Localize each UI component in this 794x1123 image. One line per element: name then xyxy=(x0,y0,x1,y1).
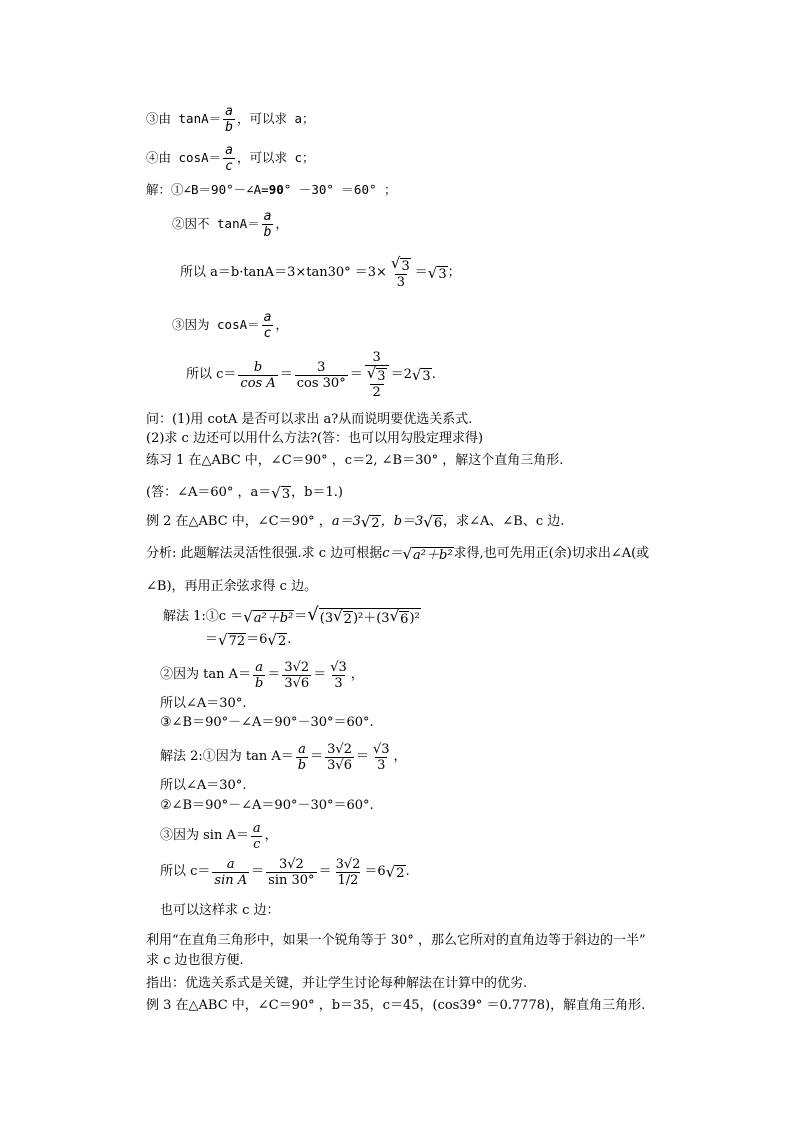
text: 分析: 此题解法灵活性很强.求 c 边可根据 xyxy=(146,546,383,561)
text: ＝6 xyxy=(246,632,268,647)
line-3 xyxy=(146,181,397,199)
text: ＝2 xyxy=(390,367,412,382)
text: 解：①∠B＝90°－∠A= xyxy=(146,182,269,197)
text: ④由 cosA＝ xyxy=(146,150,222,165)
text: (答：∠A＝60° ，a＝ xyxy=(146,485,272,500)
text: ②因为 tan A＝ xyxy=(160,667,252,682)
root-2: √ 2 xyxy=(360,513,380,531)
line-19: ③∠B＝90°－∠A＝90°－30°＝60°. xyxy=(160,715,374,730)
line-26: 利用“在直角三角形中，如果一个锐角等于 30° ，那么它所对的直角边等于斜边的一半” xyxy=(146,933,646,948)
fraction-a-over-c: a c xyxy=(225,142,233,174)
line-27: 求 c 边也很方便. xyxy=(146,953,244,968)
text: ，b＝3 xyxy=(380,514,424,529)
text: . xyxy=(405,864,410,879)
text: 解法 2:①因为 tan A＝ xyxy=(160,749,294,764)
text: ， xyxy=(275,317,288,332)
text: ③由 tanA＝ xyxy=(146,111,222,126)
root-3: √ 3 xyxy=(427,264,447,282)
line-21: 所以∠A＝30°. xyxy=(160,778,247,793)
text: ③因为 sin A＝ xyxy=(160,828,249,843)
fraction-a-over-c: a c xyxy=(252,820,261,852)
text: . xyxy=(431,367,436,382)
fraction-a-over-b: a b xyxy=(263,208,272,240)
text: ＝ xyxy=(267,667,281,682)
line-23 xyxy=(160,820,278,852)
text: 所以 c＝ xyxy=(186,367,237,382)
line-24 xyxy=(160,853,410,891)
root-a2-b2: √ a²＋b² xyxy=(243,607,294,626)
fraction-3root2-over-3root6: 3√2 3√6 xyxy=(284,659,310,691)
line-6 xyxy=(172,309,288,341)
text: a＝3 xyxy=(331,514,361,529)
line-1 xyxy=(146,104,315,134)
line-4 xyxy=(172,208,288,240)
text: ，求∠A、∠B、c 边. xyxy=(443,514,565,529)
fraction-3root2-over-half: 3√2 1/2 xyxy=(335,856,361,888)
fraction-a-over-b: a b xyxy=(255,659,264,691)
line-7 xyxy=(186,349,436,401)
line-20 xyxy=(160,740,407,774)
text: ； xyxy=(447,265,461,280)
text: ＝ xyxy=(318,864,332,879)
text: ＝ xyxy=(310,749,324,764)
line-13 xyxy=(146,545,649,563)
line-11 xyxy=(146,484,343,502)
text: ②因不 tanA＝ xyxy=(172,216,260,231)
line-8: 问：(1)用 cotA 是否可以求出 a?从而说明要优选关系式. xyxy=(146,412,473,427)
text: 所以 c＝ xyxy=(160,864,211,879)
fraction-3-over-cos30: 3 cos 30° xyxy=(296,359,346,391)
line-22: ②∠B＝90°－∠A＝90°－30°＝60°. xyxy=(160,798,374,813)
fraction-a-over-c: a c xyxy=(263,309,272,341)
root-3: √ 3 xyxy=(411,366,431,384)
line-18: 所以∠A＝30°. xyxy=(160,696,247,711)
text: ，可以求 a； xyxy=(236,111,315,126)
root-2: √ 2 xyxy=(385,863,405,881)
root-6: √ 6 xyxy=(423,513,443,531)
line-12 xyxy=(146,513,564,531)
line-15 xyxy=(163,606,421,627)
root-sum: √ (3 √ 2 )²＋(3 √ 6 )² xyxy=(307,604,420,627)
root-2: √ 2 xyxy=(267,631,287,649)
fraction-a-over-b: a b xyxy=(225,103,233,135)
fraction-root3-over-3: √3 3 xyxy=(330,659,347,691)
line-29: 例 3 在△ABC 中，∠C＝90° ，b＝35，c＝45，(cos39° ＝0.7778)，解直角三角形. xyxy=(146,998,646,1013)
text: ＝ xyxy=(313,667,327,682)
fraction-3root2-over-3root6: 3√2 3√6 xyxy=(327,741,352,773)
text: ，b＝1.) xyxy=(291,485,343,500)
root-a2-b2: √ a²＋b² xyxy=(402,545,453,563)
text: ， xyxy=(350,667,364,682)
text: ＝ xyxy=(251,864,265,879)
line-10: 练习 1 在△ABC 中，∠C＝90° ，c＝2, ∠B＝30° ，解这个直角三角形. xyxy=(146,453,564,468)
text: ＝ xyxy=(355,749,369,764)
text: ，可以求 c； xyxy=(236,150,315,165)
fraction-b-over-cosA: b cos A xyxy=(240,359,276,391)
text: ＝ xyxy=(414,265,428,280)
bold-90: 90 xyxy=(268,182,284,197)
text: ③因为 cosA＝ xyxy=(172,317,260,332)
line-16 xyxy=(205,631,291,649)
text: ° －30° ＝60° ； xyxy=(283,182,397,197)
line-2 xyxy=(146,143,315,173)
root-72: √ 72 xyxy=(218,631,246,649)
text: ＝ xyxy=(294,608,308,624)
line-17 xyxy=(160,658,364,692)
fraction-a-over-b: a b xyxy=(297,741,307,773)
line-28: 指出：优选关系式是关键，并让学生讨论每种解法在计算中的优劣. xyxy=(146,976,528,991)
text: 解法 1:①c ＝ xyxy=(163,608,244,624)
text: ＝6 xyxy=(364,864,386,879)
text: ＝ xyxy=(205,632,219,647)
text: ， xyxy=(275,216,288,231)
line-5 xyxy=(180,253,461,293)
fraction-root3-over-3: √3 3 xyxy=(372,741,390,773)
line-14: ∠B)，再用正余弦求得 c 边。 xyxy=(146,579,318,594)
text: 所以 a＝b·tanA＝3×tan30° ＝3× xyxy=(180,265,387,280)
line-9: (2)求 c 边还可以用什么方法?(答：也可以用勾股定理求得) xyxy=(146,431,484,446)
text: ＝ xyxy=(349,367,363,382)
fraction-root3-over-3: √ 3 3 xyxy=(390,254,410,290)
text: ， xyxy=(393,749,407,764)
text: . xyxy=(287,632,292,647)
line-25: 也可以这样求 c 边： xyxy=(160,903,280,918)
text: 求得,也可先用正(余)切求出∠A(或 xyxy=(453,546,650,561)
text: ， xyxy=(264,828,278,843)
text: 例 2 在△ABC 中，∠C＝90° ， xyxy=(146,514,332,529)
root-3: √ 3 xyxy=(271,484,291,502)
fraction-3-over-root3-half: 3 √ 3 2 xyxy=(365,350,389,400)
fraction-3root2-over-sin30: 3√2 sin 30° xyxy=(268,856,315,888)
text: c＝ xyxy=(382,546,403,561)
text: ＝ xyxy=(279,367,293,382)
fraction-a-over-sinA: a sin A xyxy=(214,856,248,888)
